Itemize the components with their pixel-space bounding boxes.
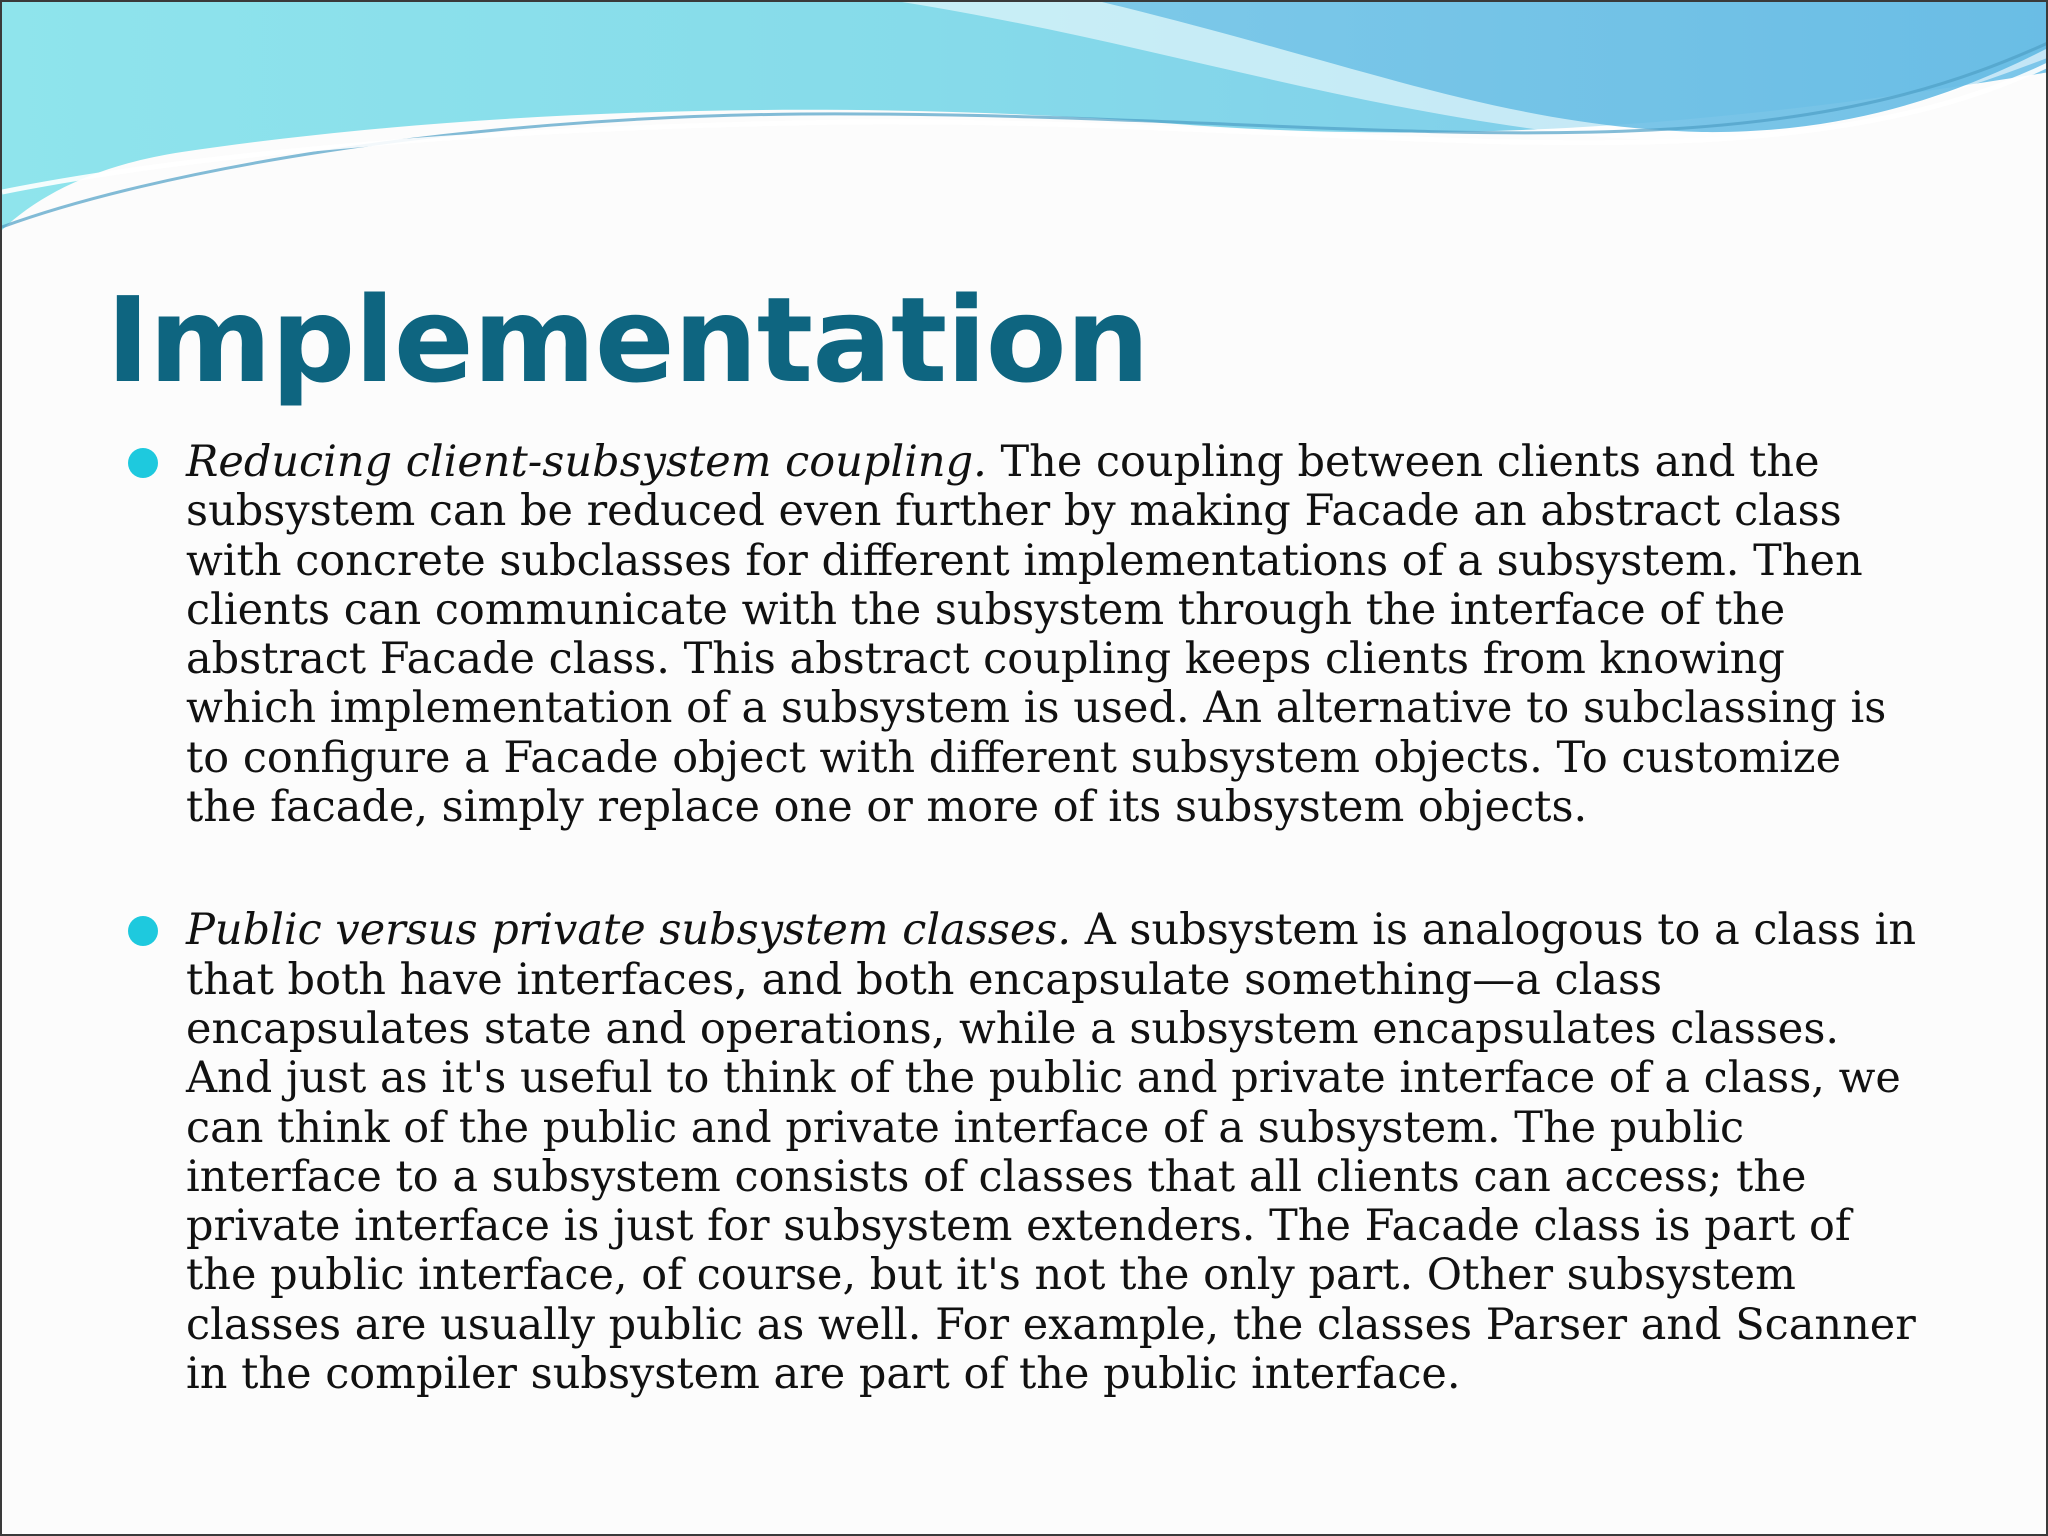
bullet-item-client-coupling: [128, 438, 1928, 832]
bullet-line: which implementation of a subsystem is used. An alternative to subclassing is: [186, 683, 1887, 734]
bullet-list: [128, 438, 1928, 1399]
bullet-dot-icon: [128, 448, 158, 478]
bullet-line: clients can communicate with the subsystem through the interface of the: [186, 584, 1786, 635]
bullet-text: The coupling between clients and the: [986, 437, 1820, 487]
bullet-line: subsystem can be reduced even further by making Facade an abstract class: [186, 486, 1842, 537]
bullet-line: [186, 438, 1928, 487]
bullet-line: in the compiler subsystem are part of the public interface.: [186, 1349, 1461, 1400]
bullet-line: interface to a subsystem consists of classes that all clients can access; the: [186, 1151, 1807, 1202]
bullet-lead: Reducing client-subsystem coupling.: [186, 437, 987, 487]
bullet-item-public-private: [128, 906, 1928, 1399]
bullet-line: encapsulates state and operations, while a subsystem encapsulates classes.: [186, 1003, 1840, 1054]
bullet-line: classes are usually public as well. For example, the classes Parser and Scanner: [186, 1299, 1916, 1350]
bullet-text: A subsystem is analogous to a class in: [1071, 905, 1917, 956]
header-wave-decoration: [2, 2, 2048, 242]
bullet-line: can think of the public and private interface of a subsystem. The public: [186, 1102, 1745, 1153]
bullet-line: abstract Facade class. This abstract coupling keeps clients from knowing: [186, 634, 1785, 685]
bullet-line: that both have interfaces, and both encapsulate something—a class: [186, 954, 1663, 1005]
bullet-line: to configure a Facade object with different subsystem objects. To customize: [186, 732, 1842, 783]
slide-title: Implementation: [106, 271, 1149, 409]
bullet-line: the public interface, of course, but it's not the only part. Other subsystem: [186, 1250, 1796, 1301]
bullet-line: with concrete subclasses for different implementations of a subsystem. Then: [186, 535, 1863, 586]
bullet-lead: Public versus private subsystem classes.: [186, 905, 1072, 956]
bullet-line: And just as it's useful to think of the public and private interface of a class, we: [186, 1053, 1901, 1104]
bullet-line: private interface is just for subsystem extenders. The Facade class is part of: [186, 1201, 1851, 1252]
bullet-line: [186, 906, 1928, 955]
bullet-line: the facade, simply replace one or more of its subsystem objects.: [186, 782, 1588, 833]
bullet-dot-icon: [128, 916, 158, 946]
